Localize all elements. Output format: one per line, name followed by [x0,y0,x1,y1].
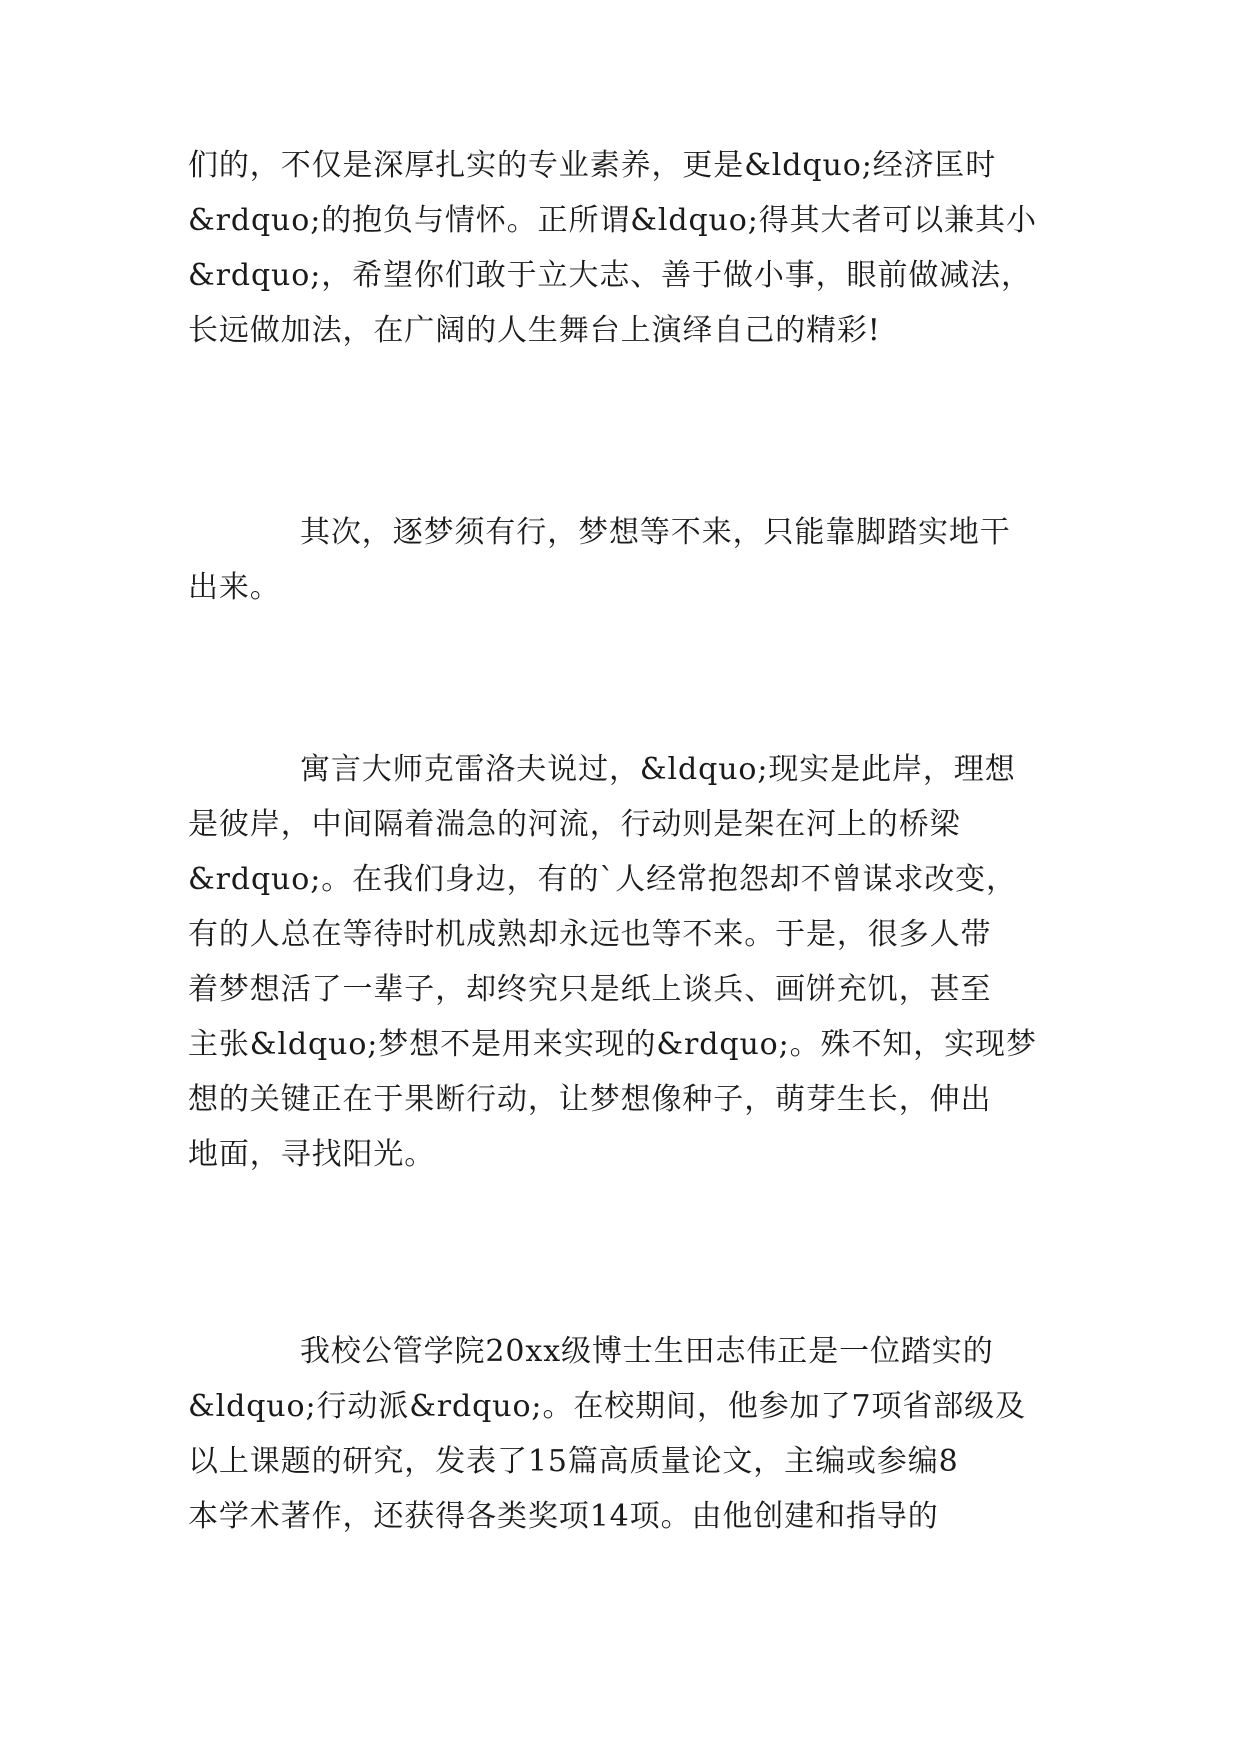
paragraph-line: 着梦想活了一辈子，却终究只是纸上谈兵、画饼充饥，甚至 [188,972,992,1007]
paragraph-4 [188,1324,1058,1544]
paragraph-line: &rdquo;的抱负与情怀。正所谓&ldquo;得其大者可以兼其小 [188,203,1037,238]
paragraph-2 [188,505,1058,615]
paragraph-line: 地面，寻找阳光。 [188,1137,436,1172]
paragraph-line: 以上课题的研究，发表了15篇高质量论文，主编或参编8 [188,1444,959,1479]
paragraph-line: &rdquo;，希望你们敢于立大志、善于做小事，眼前做减法， [188,258,1032,293]
paragraph-line: 本学术著作，还获得各类奖项14项。由他创建和指导的 [188,1499,939,1534]
paragraph-line: 出来。 [188,570,281,605]
paragraph-line: 其次，逐梦须有行，梦想等不来，只能靠脚踏实地干 [300,515,1011,550]
paragraph-line: 是彼岸，中间隔着湍急的河流，行动则是架在河上的桥梁 [188,807,961,842]
paragraph-line: 主张&ldquo;梦想不是用来实现的&rdquo;。殊不知，实现梦 [188,1027,1037,1062]
paragraph-line: 们的，不仅是深厚扎实的专业素养，更是&ldquo;经济匡时 [188,148,997,183]
paragraph-line: 有的人总在等待时机成熟却永远也等不来。于是，很多人带 [188,917,992,952]
paragraph-3 [188,742,1058,1182]
paragraph-line: &ldquo;行动派&rdquo;。在校期间，他参加了7项省部级及 [188,1389,1026,1424]
paragraph-line: 我校公管学院20xx级博士生田志伟正是一位踏实的 [300,1334,994,1369]
paragraph-line: 寓言大师克雷洛夫说过，&ldquo;现实是此岸，理想 [300,752,1016,787]
paragraph-line: &rdquo;。在我们身边，有的`人经常抱怨却不曾谋求改变， [188,862,1017,897]
paragraph-1 [188,138,1058,358]
paragraph-line: 想的关键正在于果断行动，让梦想像种子，萌芽生长，伸出 [188,1082,992,1117]
paragraph-line: 长远做加法，在广阔的人生舞台上演绎自己的精彩! [188,313,881,348]
